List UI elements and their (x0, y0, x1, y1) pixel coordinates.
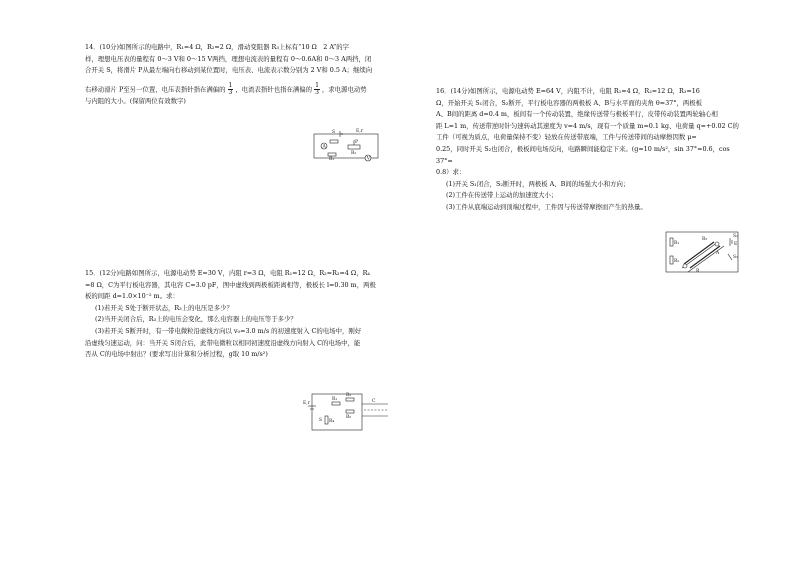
fig-label: R₁ (674, 241, 680, 246)
fig-label: R₁ (329, 157, 335, 162)
fig-label: R₃ (346, 415, 352, 420)
question-15 (85, 268, 393, 361)
fig-label: C (372, 399, 376, 404)
fig-label: P (355, 140, 359, 145)
q15-item: (2)当开关闭合后，R₃上的电压会变化，那么电容器上的电压等于多少？ (95, 315, 297, 324)
fig-label: R₂ (674, 259, 680, 264)
q14-line: 右移动滑片 P至另一位置，电压表指针指在满偏的 $\frac{1}{3}$ ，电流表指针也指在满偏的 $\frac{1}{3}$ ，求电源电动势 (85, 81, 367, 96)
fig-label: E,r (356, 129, 363, 134)
q15-item: (1)若开关 S处于断开状态，R₃上的电压是多少？ (95, 303, 233, 312)
fig-label: E (734, 242, 738, 247)
q15-line: 板的间距 d=1.0×10⁻² m。求： (85, 292, 179, 301)
fig-label: R₁ (332, 397, 338, 402)
q15-line: =8 Ω，C为平行板电容器，其电容 C=3.0 pF，图中虚线到两极板距离相等，极板长 l=0.30 m，两极 (85, 280, 376, 289)
fraction: $\frac{1}{3}$ (315, 81, 319, 96)
q15-item: (3)若开关 S断开时，有一带电微粒沿虚线方向以 v₀=3.0 m/s 的初速度射入 C的电场中，刚好 (95, 326, 362, 335)
q14-line: 14．(10分)如图所示的电路中，R₁=4 Ω，R₂=2 Ω，滑动变阻器 R₃上标有“10 Ω 2 A”的字 (85, 43, 350, 51)
q16-item: (2)工件在传送带上运动的加速度大小； (446, 191, 558, 200)
q16-line: A、B间的距离 d=0.4 m，板间有一个传动装置，绝缘传送带与极板平行，皮带传动装置两轮轴心相 (436, 110, 718, 119)
fig-label: S₁ (733, 234, 738, 239)
q14-line: 与内阻的大小。(保留两位有效数字) (85, 96, 186, 105)
q15-item: 沿虚线匀速运动，问：当开关 S闭合后，此带电微粒以相同初速度沿虚线方向射入 C的电场中，能 (85, 338, 361, 347)
q16-line: 工件（可视为质点，电荷量保持不变）轻放在传送带底端，工件与传送带间的动摩擦因数 μ= (436, 133, 697, 142)
q16-item: (3)工件从底端运动到顶端过程中，工件因与传送带摩擦而产生的热量。 (446, 202, 647, 211)
q15-circuit-diagram (302, 390, 392, 436)
question-16 (436, 86, 746, 214)
fig-label: R₂ (351, 151, 357, 156)
q16-line: 0.25，同时开关 S₂也闭合，极板间电场反向，电路瞬间能稳定下来。(g=10 m/s²，sin 37°=0.6，cos 37°= (436, 144, 730, 165)
fig-label: A (716, 251, 720, 256)
fig-label: R₂ (346, 393, 352, 398)
q16-line: 16．(14分)如图所示，电源电动势 E=64 V，内阻不计，电阻 R₁=4 Ω，R₂=12 Ω，R₃=16 (436, 87, 700, 95)
fig-label: B (696, 269, 700, 274)
fig-label: E,r (303, 401, 310, 406)
q16-line: 0.8）求： (436, 168, 466, 177)
q15-item: 否从 C的电场中射出？(要求写出计算和分析过程，g取 10 m/s²) (85, 350, 268, 359)
q16-line: 距 L=1 m，传送带逆时针匀速转动其速度为 v=4 m/s，现有一个质量 m=0.1 kg、电荷量 q=+0.02 C的 (436, 121, 739, 130)
fig-label: R₃ (702, 237, 708, 242)
q14-circuit-diagram (310, 128, 382, 164)
q16-line: Ω，开始开关 S₁闭合，S₂断开，平行板电容器的两极板 A、B与水平面的夹角 θ=37°，两极板 (436, 98, 703, 107)
fig-label: S (319, 418, 323, 423)
fig-label: A (322, 144, 326, 150)
q15-line: 15．(12分)电路如图所示，电源电动势 E=30 V，内阻 r=3 Ω，电阻 R₁=12 Ω，R₂=R₃=4 Ω，R₄ (85, 269, 370, 277)
fig-label: R₄ (329, 419, 335, 424)
question-14 (85, 42, 393, 107)
fig-label: S (332, 130, 336, 135)
q16-item: (1)开关 S₁闭合，S₂断开时，两极板 A、B间的场强大小和方向； (446, 179, 630, 188)
q16-capacitor-belt-diagram (662, 228, 746, 276)
q14-line: 合开关 S，将滑片 P从最左端向右移动到某位置时，电压表、电流表示数分别为 2 V和 0.5 A；继续向 (85, 66, 373, 75)
fig-label: S₂ (733, 255, 738, 260)
fraction: $\frac{1}{3}$ (228, 81, 233, 96)
q14-line: 样，理想电压表的量程有 0～3 V和 0～15 V两挡，理想电流表的量程有 0～0.6A和 0～3 A两挡，闭 (85, 54, 372, 63)
fig-label: V (366, 156, 370, 162)
